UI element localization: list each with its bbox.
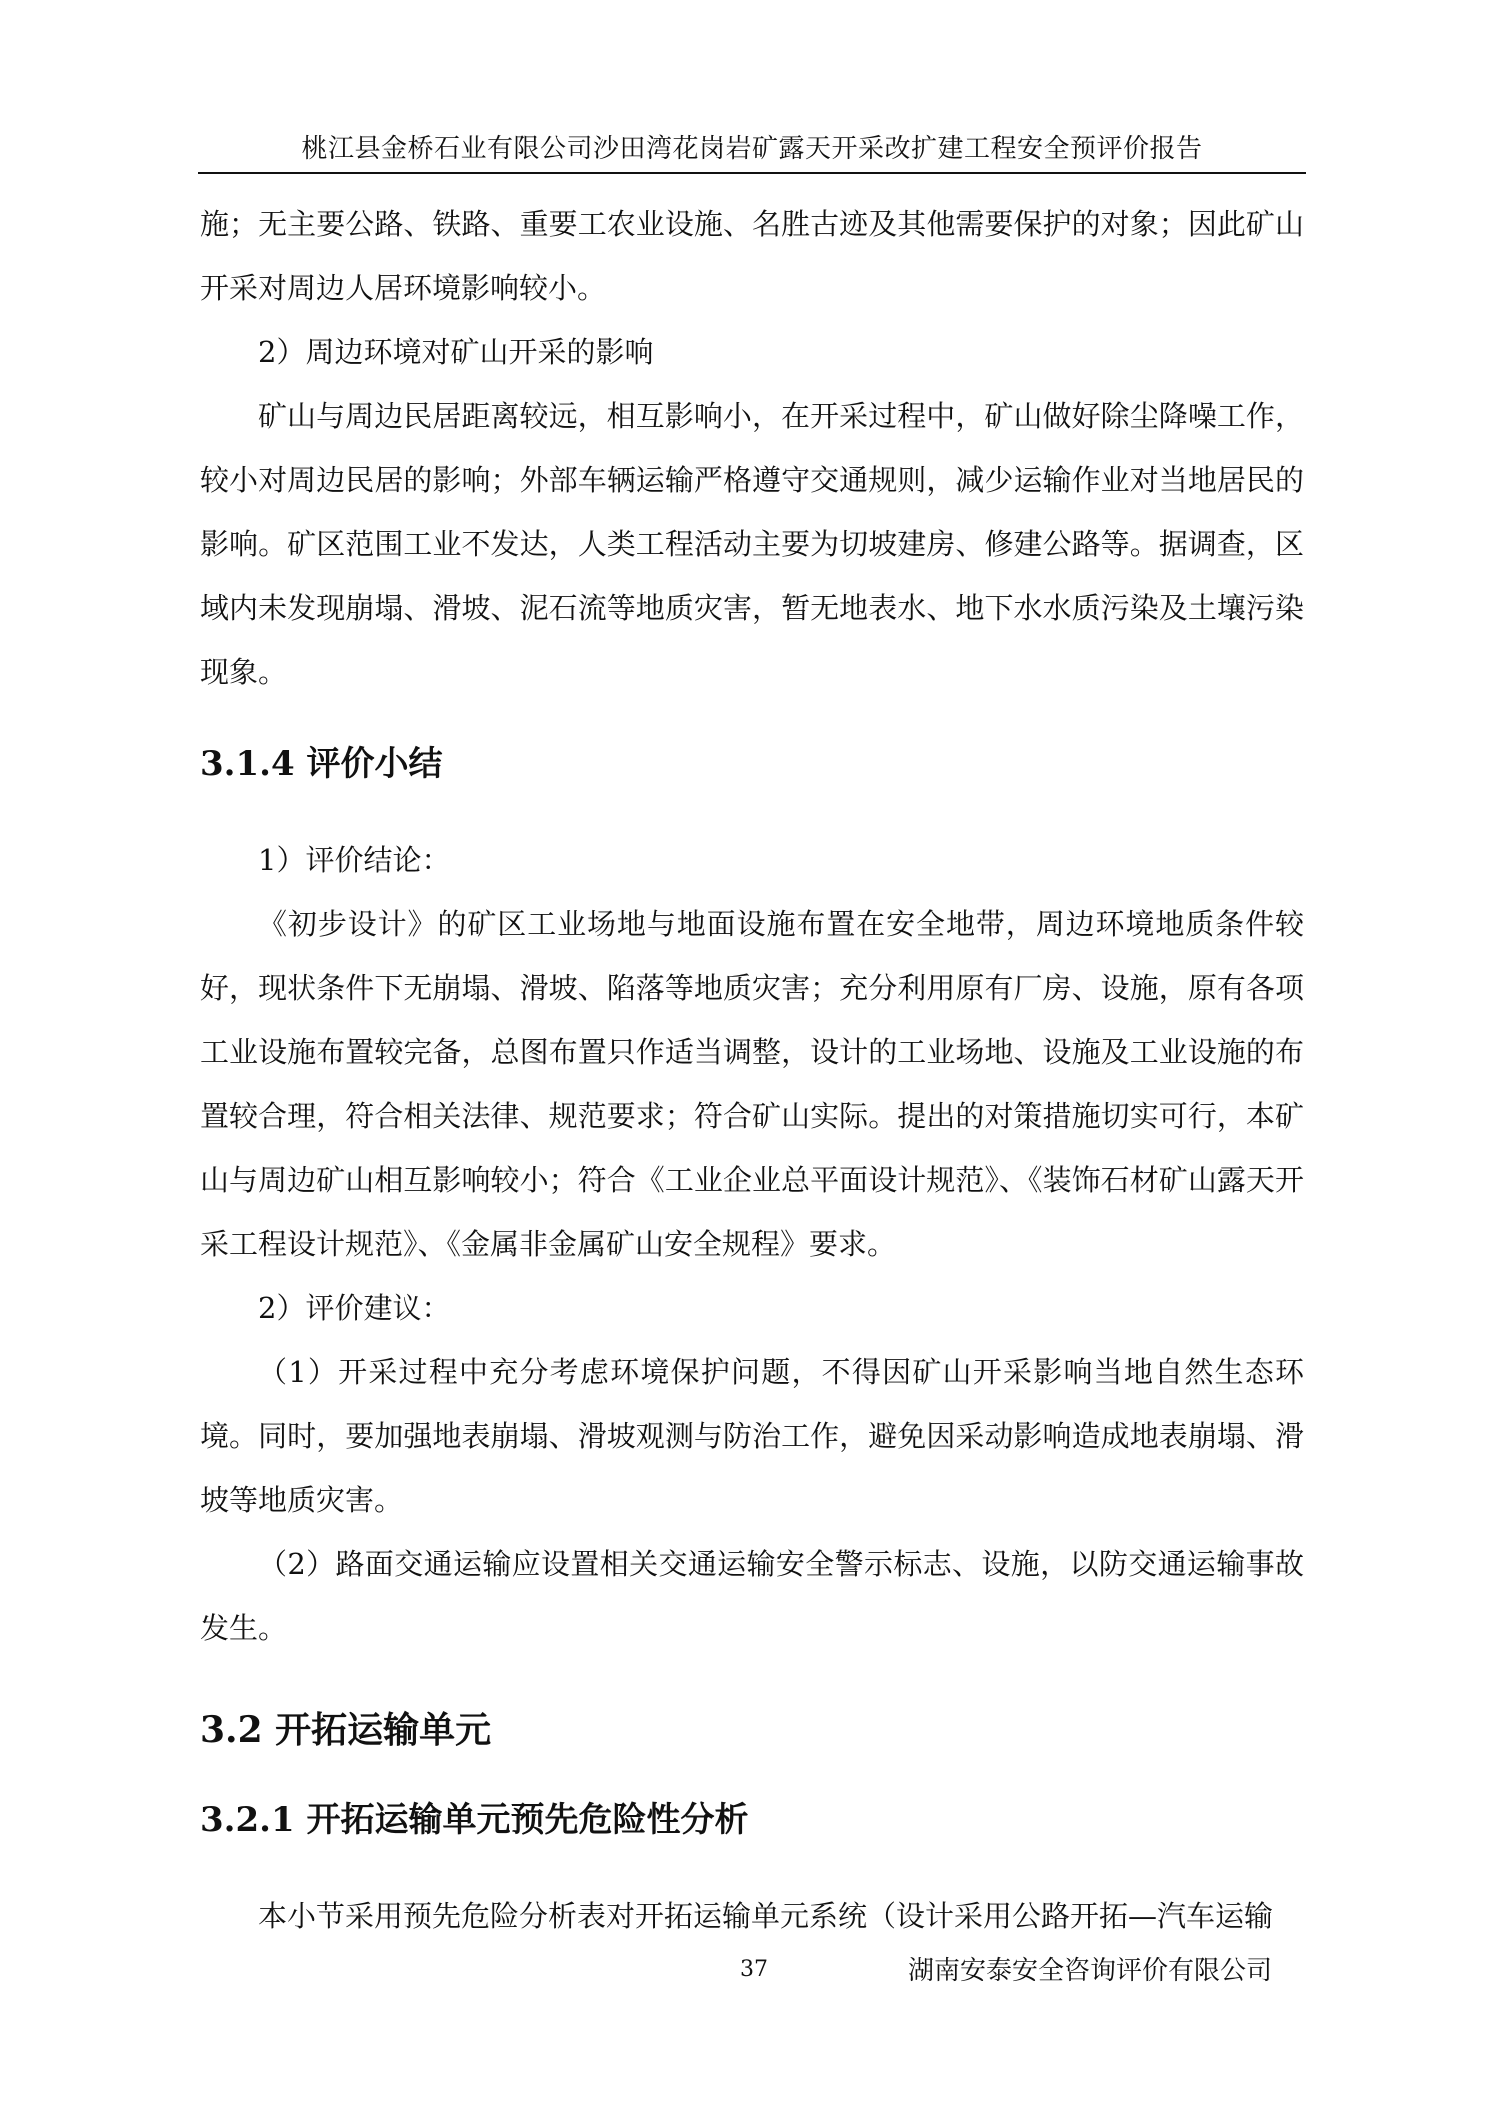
document-body [200,192,1304,1948]
paragraph-analysis-intro: 本小节采用预先危险分析表对开拓运输单元系统（设计采用公路开拓—汽车运输 [258,1899,1274,1933]
footer-company-name: 湖南安泰安全咨询评价有限公司 [908,1956,1273,1986]
page-number: 37 [740,1957,768,1982]
section-heading-3-2: 3.2 开拓运输单元 [200,1709,492,1751]
list-item-environment-impact: 2）周边环境对矿山开采的影响 [258,335,654,369]
paragraph-continuation: 施；无主要公路、铁路、重要工农业设施、名胜古迹及其他需要保护的对象；因此矿山开采对周边人居环境影响较小。 [200,207,1304,305]
page-header-title: 桃江县金桥石业有限公司沙田湾花岗岩矿露天开采改扩建工程安全预评价报告 [301,134,1203,164]
header-divider [198,172,1306,174]
list-item-suggestion: 2）评价建议： [258,1291,451,1325]
paragraph-suggestion-1: （1）开采过程中充分考虑环境保护问题，不得因矿山开采影响当地自然生态环境。同时，要加强地表崩塌、滑坡观测与防治工作，避免因采动影响造成地表崩塌、滑坡等地质灾害。 [200,1355,1304,1517]
list-item-conclusion: 1）评价结论： [258,843,451,877]
paragraph-environment: 矿山与周边民居距离较远，相互影响小，在开采过程中，矿山做好除尘降噪工作，较小对周边民居的影响；外部车辆运输严格遵守交通规则，减少运输作业对当地居民的影响。矿区范围工业不发达，人类工程活动主要为切坡建房、修建公路等。据调查，区域内未发现崩塌、滑坡、泥石流等地质灾害，暂无地表水、地下水水质污染及土壤污染现象。 [200,399,1304,689]
section-heading-3-1-4: 3.1.4 评价小结 [200,744,443,784]
paragraph-suggestion-2: （2）路面交通运输应设置相关交通运输安全警示标志、设施，以防交通运输事故发生。 [200,1547,1304,1645]
section-heading-3-2-1: 3.2.1 开拓运输单元预先危险性分析 [200,1800,749,1840]
paragraph-conclusion: 《初步设计》的矿区工业场地与地面设施布置在安全地带，周边环境地质条件较好，现状条件下无崩塌、滑坡、陷落等地质灾害；充分利用原有厂房、设施，原有各项工业设施布置较完备，总图布置只作适当调整，设计的工业场地、设施及工业设施的布置较合理，符合相关法律、规范要求；符合矿山实际。提出的对策措施切实可行，本矿山与周边矿山相互影响较小；符合《工业企业总平面设计规范》、《装饰石材矿山露天开采工程设计规范》、《金属非金属矿山安全规程》要求。 [200,907,1304,1261]
